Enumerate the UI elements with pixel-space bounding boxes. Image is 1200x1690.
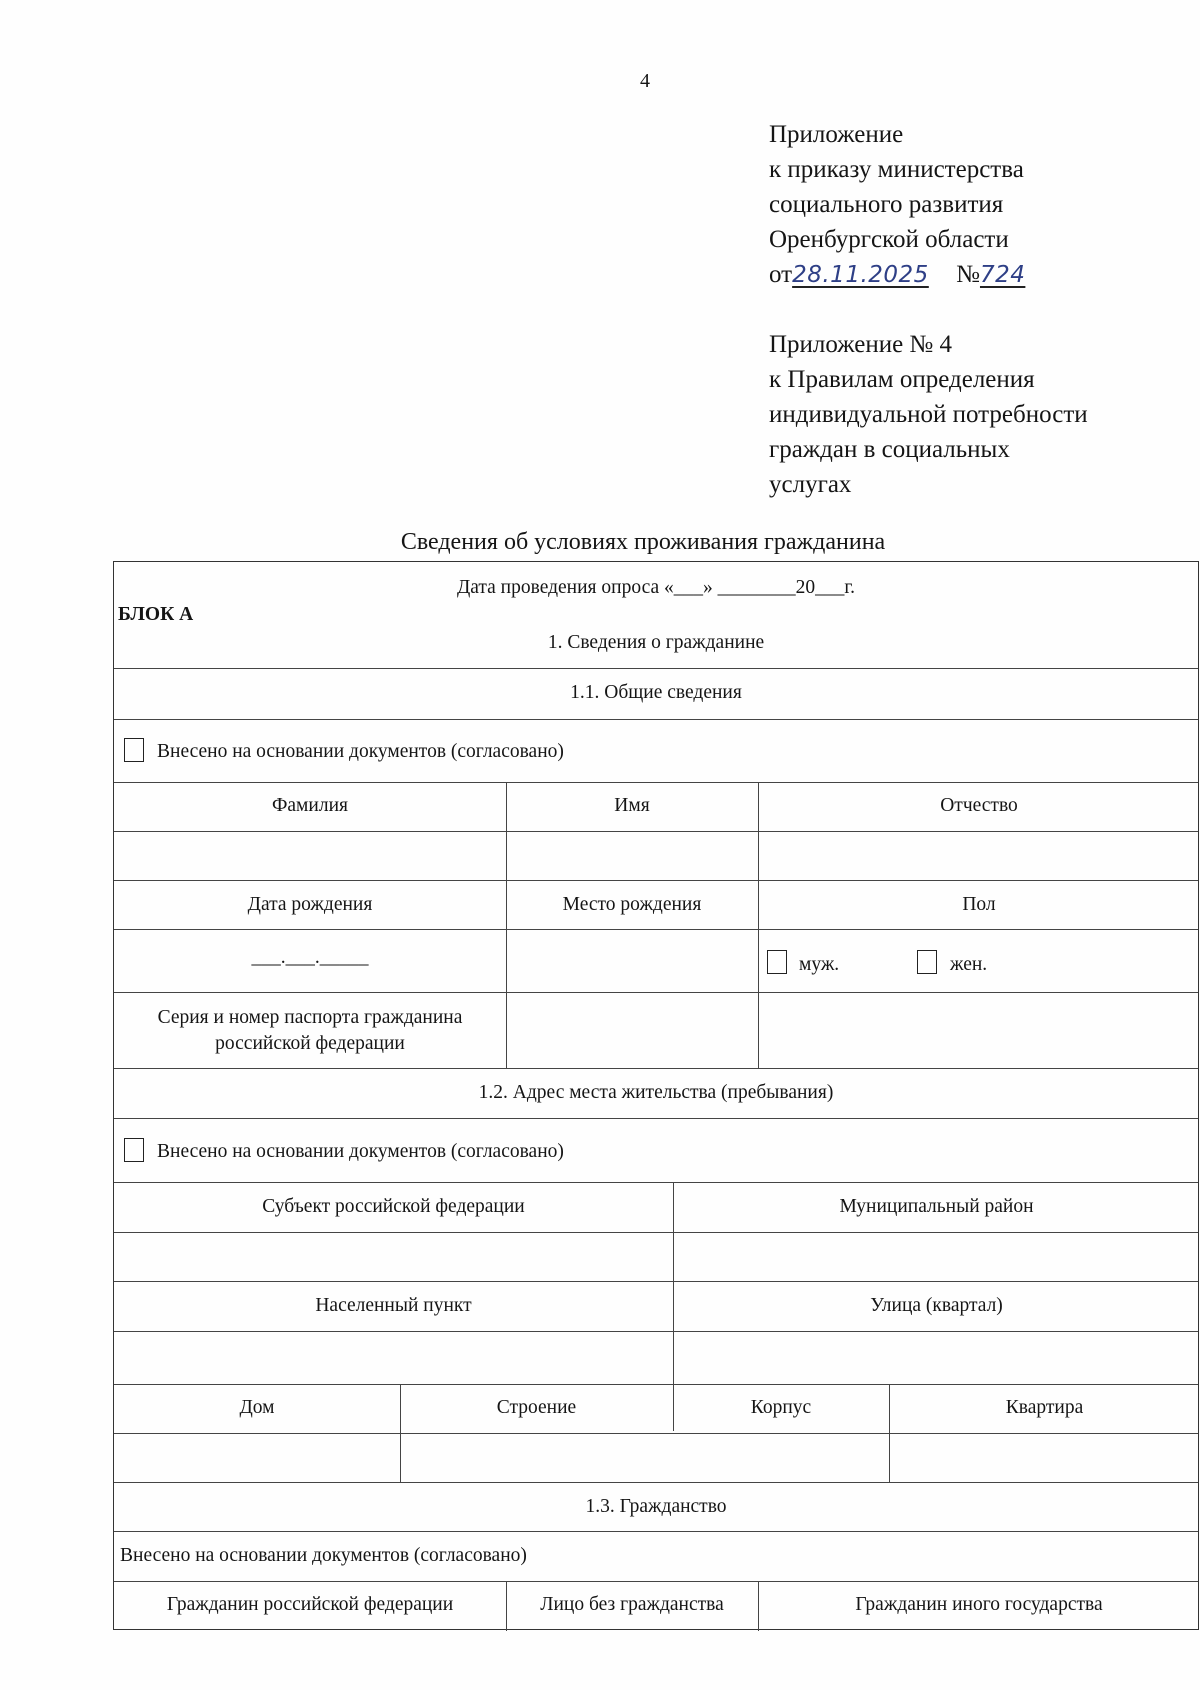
subsection-title: 1.1. Общие сведения	[570, 682, 742, 703]
handwritten-order-number: 724	[979, 262, 1026, 288]
row-divider	[114, 1118, 1198, 1119]
option-rf-citizen[interactable]: Гражданин российской федерации	[166, 1594, 454, 1615]
confirmed-checkbox[interactable]	[124, 1138, 144, 1162]
number-prefix: №	[956, 261, 980, 288]
appendix-line: услугах	[769, 471, 852, 498]
header-apartment: Квартира	[1005, 1397, 1084, 1418]
row-divider	[114, 992, 1198, 993]
page-number: 4	[640, 70, 650, 92]
header-birth-place: Место рождения	[562, 894, 702, 915]
row-divider	[114, 1281, 1198, 1282]
citizen-living-conditions-form	[113, 561, 1199, 1630]
row-divider	[114, 782, 1198, 783]
birth-date-placeholder[interactable]: ___.___._____	[251, 947, 369, 968]
document-title: Сведения об условиях проживания гражданина	[400, 529, 886, 555]
section-title: 1. Сведения о гражданине	[547, 632, 765, 653]
header-building: Строение	[496, 1397, 577, 1418]
confirmed-label: Внесено на основании документов (согласовано)	[157, 741, 564, 762]
row-divider	[114, 1068, 1198, 1069]
row-divider	[114, 880, 1198, 881]
row-divider	[114, 1232, 1198, 1233]
header-locality: Населенный пункт	[315, 1295, 472, 1316]
handwritten-order-date: 28.11.2025	[792, 262, 929, 288]
header-surname: Фамилия	[272, 795, 348, 816]
header-block: Корпус	[750, 1397, 812, 1418]
option-foreign-citizen[interactable]: Гражданин иного государства	[855, 1594, 1103, 1615]
appendix-line: граждан в социальных	[769, 436, 1010, 463]
row-divider	[114, 1384, 1198, 1385]
row-divider	[114, 831, 1198, 832]
male-label: муж.	[799, 954, 840, 975]
header-sex: Пол	[962, 894, 996, 915]
order-date-number-line	[769, 257, 1056, 293]
header-municipal-district: Муниципальный район	[839, 1196, 1034, 1217]
row-divider	[114, 1581, 1198, 1582]
option-stateless[interactable]: Лицо без гражданства	[540, 1594, 724, 1615]
header-house: Дом	[239, 1397, 275, 1418]
female-label: жен.	[950, 954, 988, 975]
row-divider	[114, 1482, 1198, 1483]
female-checkbox[interactable]	[917, 950, 937, 974]
appendix-line: к приказу министерства	[769, 156, 1024, 183]
date-prefix: от	[769, 261, 793, 288]
subsection-title: 1.3. Гражданство	[585, 1496, 727, 1517]
subsection-title: 1.2. Адрес места жительства (пребывания)	[478, 1082, 834, 1103]
confirmed-label: Внесено на основании документов (согласовано)	[120, 1545, 527, 1566]
male-checkbox[interactable]	[767, 950, 787, 974]
appendix-line: Приложение № 4	[769, 331, 953, 358]
confirmed-checkbox[interactable]	[124, 738, 144, 762]
header-federal-subject: Субъект российской федерации	[262, 1196, 525, 1217]
appendix-order-reference	[769, 117, 1056, 293]
header-street: Улица (квартал)	[870, 1295, 1003, 1316]
column-divider	[758, 782, 759, 1068]
row-divider	[114, 1531, 1198, 1532]
appendix-line: социального развития	[769, 191, 1004, 218]
header-birth-date: Дата рождения	[247, 894, 373, 915]
row-divider	[114, 929, 1198, 930]
confirmed-label: Внесено на основании документов (согласовано)	[157, 1141, 564, 1162]
row-divider	[114, 668, 1198, 669]
row-divider	[114, 719, 1198, 720]
row-divider	[114, 1331, 1198, 1332]
passport-label-line1: Серия и номер паспорта гражданина	[157, 1007, 463, 1028]
row-divider	[114, 1182, 1198, 1183]
appendix-line: Приложение	[769, 121, 904, 148]
appendix-line: к Правилам определения	[769, 366, 1035, 393]
passport-label-line2: российской федерации	[215, 1033, 405, 1054]
header-patronymic: Отчество	[940, 795, 1018, 816]
row-divider	[114, 1433, 1198, 1434]
appendix-line: Оренбургской области	[769, 226, 1009, 253]
header-name: Имя	[614, 795, 650, 816]
survey-date-line: Дата проведения опроса «___» ________20___г.	[456, 577, 856, 598]
appendix-rules-reference	[769, 327, 1088, 502]
block-label: БЛОК А	[118, 604, 194, 625]
appendix-line: индивидуальной потребности	[769, 401, 1088, 428]
column-divider	[506, 782, 507, 1068]
